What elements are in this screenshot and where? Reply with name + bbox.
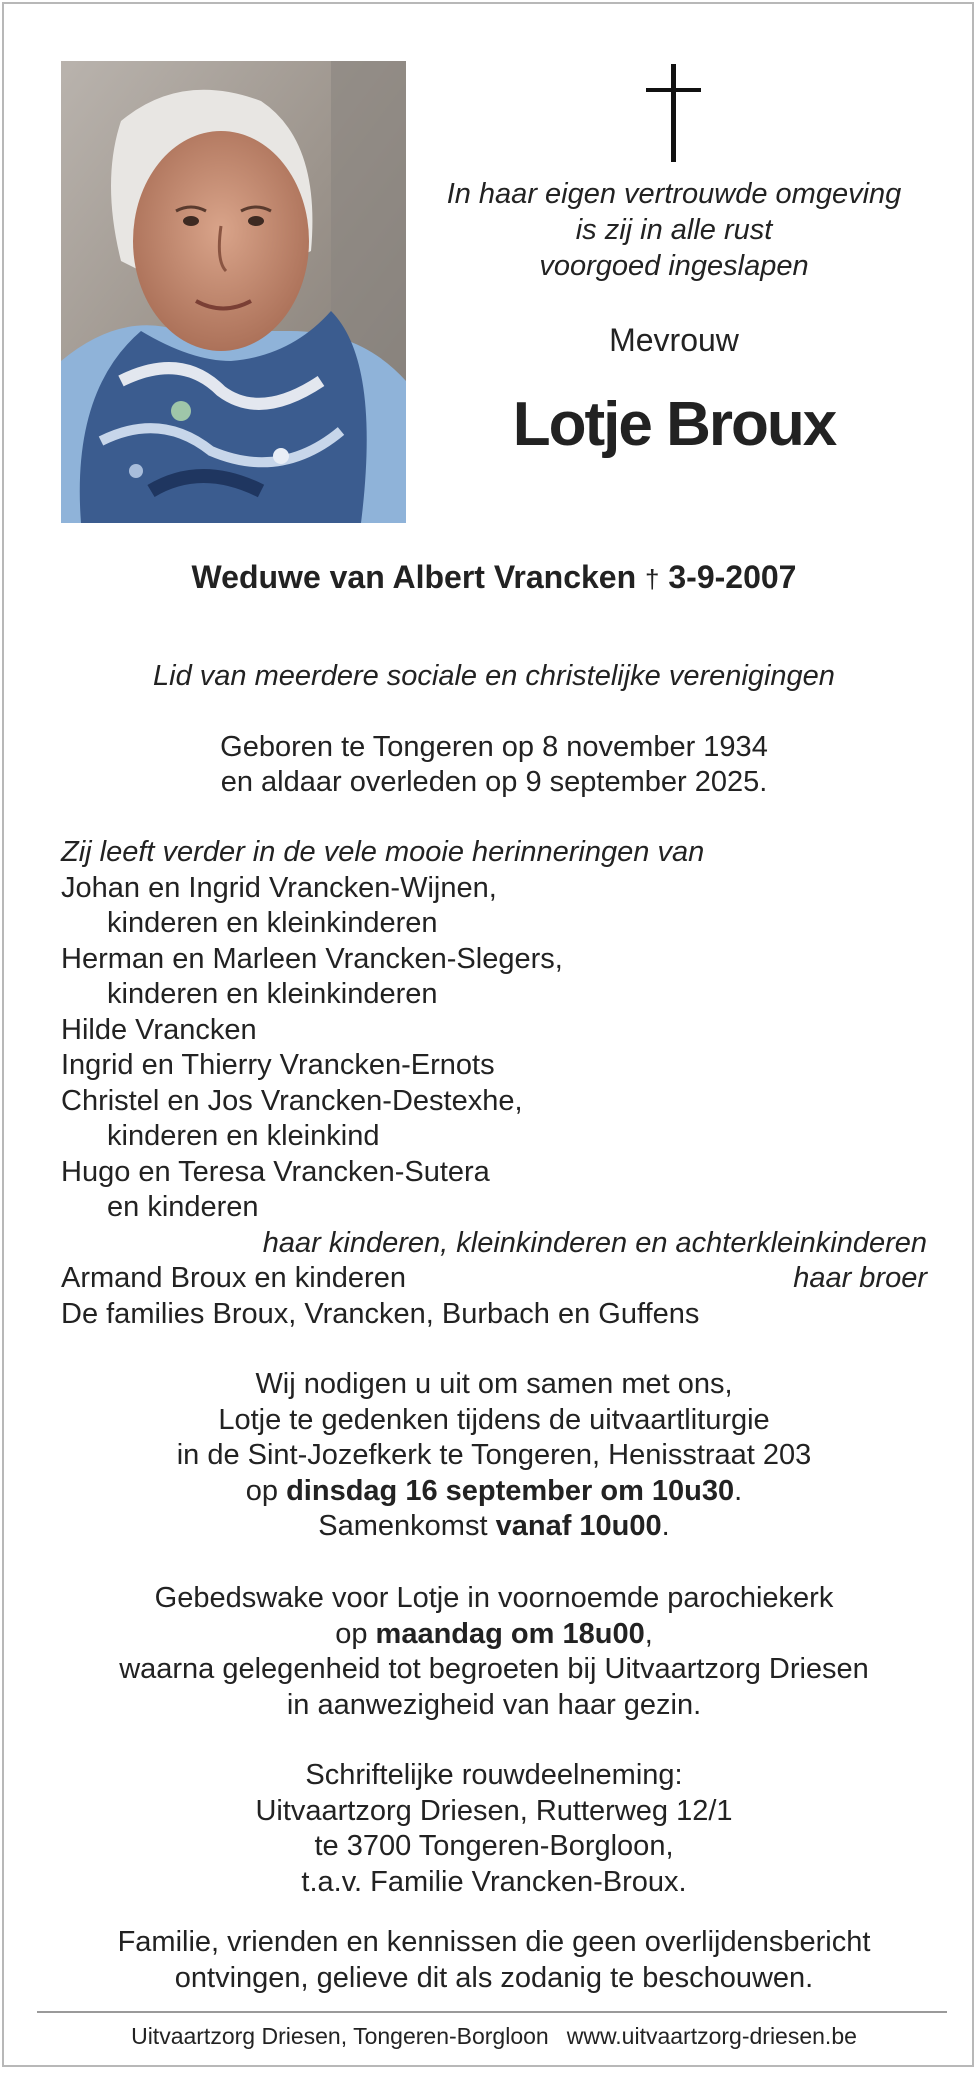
- family-intro: Zij leeft verder in de vele mooie herinneringen van: [61, 836, 705, 868]
- salutation: Mevrouw: [609, 322, 739, 358]
- obituary-card: [2, 2, 974, 2067]
- funeral-date: dinsdag 16 september om 10u30: [286, 1474, 735, 1507]
- footer-website-link[interactable]: www.uitvaartzorg-driesen.be: [566, 2023, 857, 2049]
- condolence-address: Schriftelijke rouwdeelneming: Uitvaartzorg Driesen, Rutterweg 12/1 te 3700 Tongeren-Borgloon, t.a.v. Familie Vrancken-Broux.: [255, 1759, 733, 1898]
- dagger-icon: †: [645, 564, 660, 594]
- footer-company: Uitvaartzorg Driesen, Tongeren-Borgloon: [131, 2023, 549, 2049]
- funeral-invitation: Wij nodigen u uit om samen met ons, Lotje te gedenken tijdens de uitvaartliturgie in de Sint-Jozefkerk te Tongeren, Henisstraat 203 op dinsdag 16 september om 10u30. Samenkomst vanaf 10u00.: [176, 1368, 812, 1542]
- family-list: [61, 835, 927, 1332]
- list-item: Hilde Vrancken: [61, 1013, 257, 1046]
- list-item: en kinderen: [107, 1191, 259, 1223]
- role-brother: haar broer: [793, 1262, 927, 1294]
- list-item: kinderen en kleinkinderen: [107, 978, 438, 1010]
- extended-families: De families Broux, Vrancken, Burbach en Guffens: [61, 1297, 700, 1330]
- birth-death-info: Geboren te Tongeren op 8 november 1934 en aldaar overleden op 9 september 2025.: [220, 731, 768, 798]
- footer: [61, 2023, 927, 2050]
- list-item: kinderen en kleinkind: [107, 1120, 380, 1152]
- list-item: kinderen en kleinkinderen: [107, 907, 438, 939]
- list-item: Ingrid en Thierry Vrancken-Ernots: [61, 1049, 495, 1081]
- list-item: Johan en Ingrid Vrancken-Wijnen,: [61, 871, 497, 904]
- closing-notice: Familie, vrienden en kennissen die geen overlijdensbericht ontvingen, gelieve dit als zodanig te beschouwen.: [117, 1926, 871, 1994]
- membership-line: Lid van meerdere sociale en christelijke verenigingen: [153, 660, 835, 692]
- list-item: Christel en Jos Vrancken-Destexhe,: [61, 1084, 523, 1117]
- widow-line: Weduwe van Albert Vrancken † 3-9-2007: [191, 559, 797, 595]
- footer-divider: [37, 2011, 947, 2013]
- brother-name: Armand Broux en kinderen: [61, 1262, 406, 1294]
- prayer-vigil: Gebedswake voor Lotje in voornoemde parochiekerk op maandag om 18u00, waarna gelegenheid tot begroeten bij Uitvaartzorg Driesen in aanwezigheid van haar gezin.: [119, 1582, 869, 1721]
- cross-icon: [644, 64, 704, 164]
- intro-text: In haar eigen vertrouwde omgeving is zij in alle rust voorgoed ingeslapen: [446, 178, 902, 282]
- brother-row: [61, 1261, 927, 1297]
- portrait-photo: [61, 61, 406, 523]
- deceased-name: Lotje Broux: [512, 390, 836, 459]
- role-children: haar kinderen, kleinkinderen en achterkleinkinderen: [262, 1226, 927, 1259]
- list-item: Hugo en Teresa Vrancken-Sutera: [61, 1155, 490, 1188]
- vigil-time: maandag om 18u00: [375, 1617, 645, 1650]
- list-item: Herman en Marleen Vrancken-Slegers,: [61, 942, 563, 975]
- gathering-time: vanaf 10u00: [495, 1510, 662, 1542]
